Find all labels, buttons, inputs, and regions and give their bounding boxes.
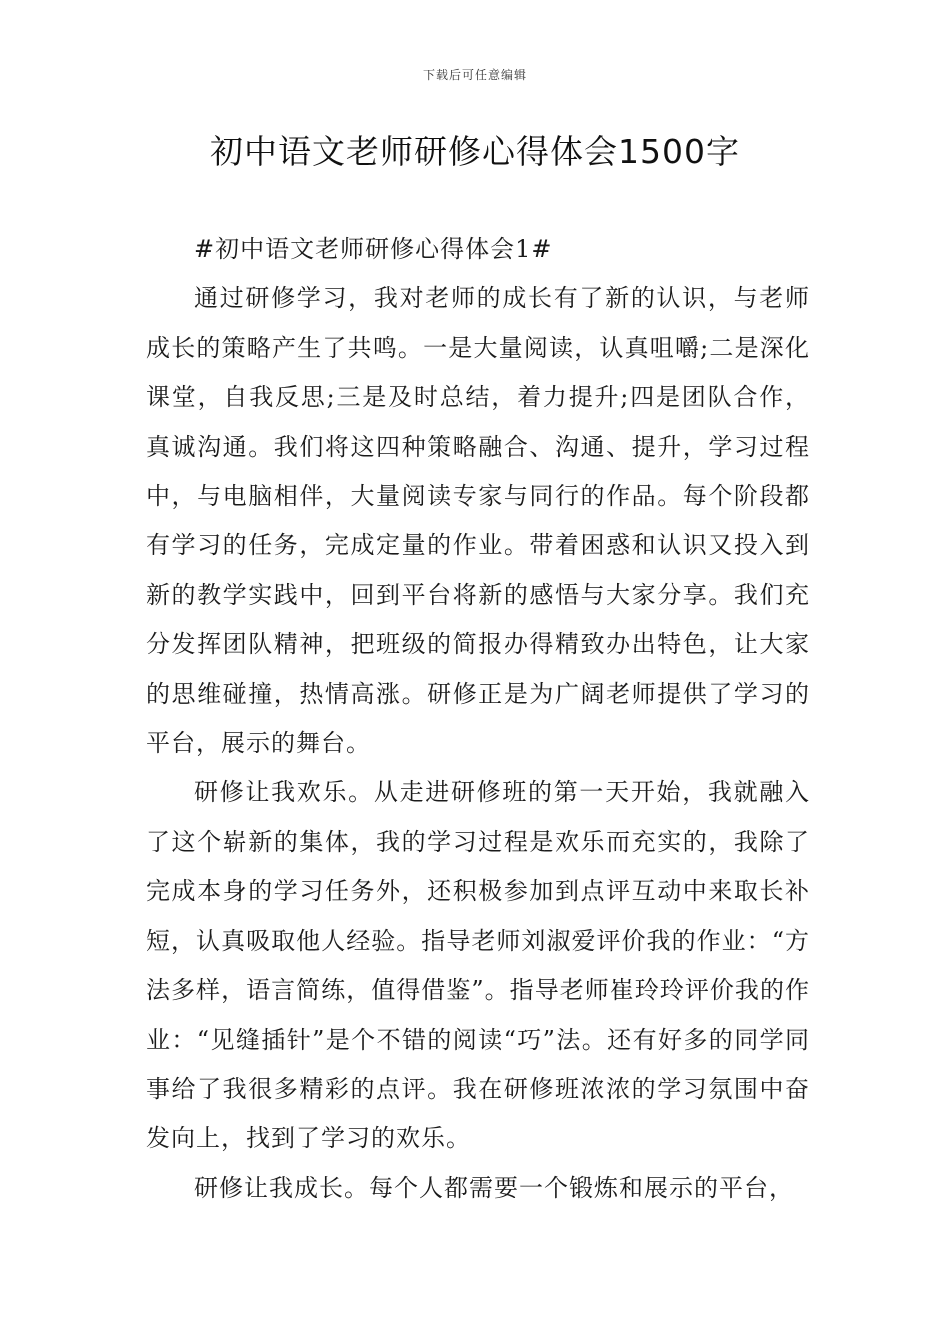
paragraph: 研修让我成长。每个人都需要一个锻炼和展示的平台， xyxy=(194,1173,794,1202)
paragraph: 通过研修学习，我对老师的成长有了新的认识，与老师成长的策略产生了共鸣。一是大量阅读，认真咀嚼;二是深化课堂，自我反思;三是及时总结，着力提升;四是团队合作，真诚沟通。我们将这四种策略融合、沟通、提升，学习过程中，与电脑相伴，大量阅读专家与同行的作品。每个阶段都有学习的任务，完成定量的作业。带着困惑和认识又投入到新的教学实践中，回到平台将新的感悟与大家分享。我们充分发挥团队精神，把班级的简报办得精致办出特色，让大家的思维碰撞，热情高涨。研修正是为广阔老师提供了学习的平台，展示的舞台。 xyxy=(146,284,810,758)
header-note: 下载后可任意编辑 xyxy=(422,68,527,82)
document-body xyxy=(146,225,810,1213)
document-title: 初中语文老师研修心得体会1500字 xyxy=(210,132,740,171)
paragraph: 研修让我欢乐。从走进研修班的第一天开始，我就融入了这个崭新的集体，我的学习过程是欢乐而充实的，我除了完成本身的学习任务外，还积极参加到点评互动中来取长补短，认真吸取他人经验。指导老师刘淑爱评价我的作业：“方法多样，语言简练，值得借鉴”。指导老师崔玲玲评价我的作业：“见缝插针”是个不错的阅读“巧”法。还有好多的同学同事给了我很多精彩的点评。我在研修班浓浓的学习氛围中奋发向上，找到了学习的欢乐。 xyxy=(146,778,810,1153)
section-heading: #初中语文老师研修心得体会1# xyxy=(194,235,553,263)
